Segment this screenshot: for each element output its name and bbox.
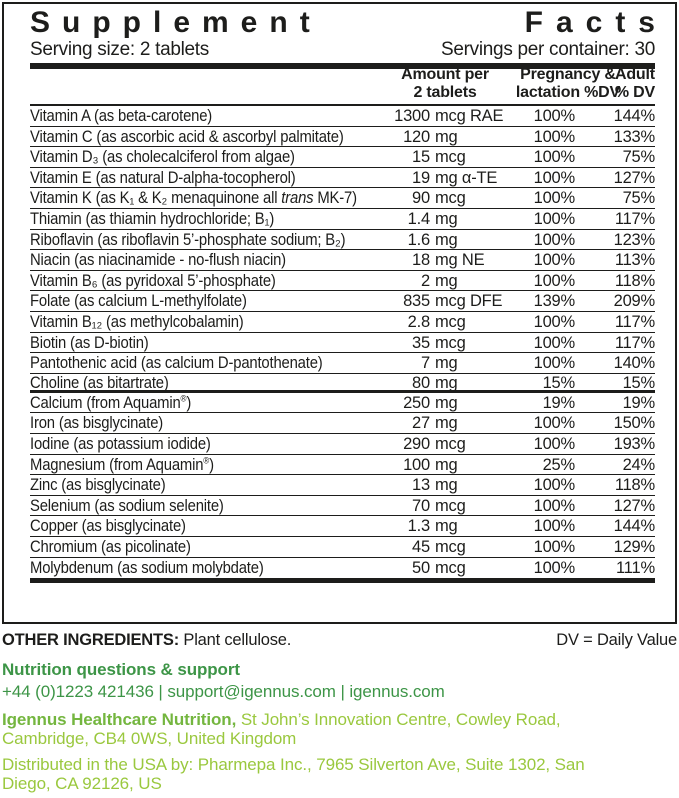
- nutrient-row: [30, 127, 655, 148]
- col-header-pregnancy-dv: [516, 66, 620, 102]
- adult-dv-value: 111%: [616, 558, 655, 577]
- col-header-adult-line2: % DV: [614, 84, 655, 102]
- amount-number: 120: [403, 127, 430, 146]
- adult-dv-value: 133%: [613, 127, 655, 146]
- nutrient-name: Choline (as bitartrate): [30, 373, 169, 392]
- pregnancy-dv-value: 100%: [533, 148, 575, 167]
- amount-unit: mg: [435, 373, 458, 392]
- company-name: Igennus Healthcare Nutrition,: [2, 710, 237, 729]
- pregnancy-dv-value: 100%: [533, 333, 575, 352]
- company-address-rest: St John’s Innovation Centre, Cowley Road, Cambridge, CB4 0WS, United Kingdom: [2, 710, 561, 748]
- thick-divider-bottom: [30, 578, 655, 583]
- amount-unit: mg: [435, 127, 458, 146]
- pregnancy-dv-value: 100%: [533, 496, 575, 515]
- pregnancy-dv-value: 15%: [542, 373, 575, 392]
- nutrient-row: [30, 209, 655, 230]
- amount-unit: mcg: [435, 148, 466, 167]
- nutrient-name: Iodine (as potassium iodide): [30, 435, 211, 453]
- nutrient-name: Zinc (as bisglycinate): [30, 476, 166, 495]
- adult-dv-value: 127%: [613, 168, 655, 187]
- amount-number: 18: [412, 251, 430, 270]
- amount-unit: mg: [435, 354, 458, 373]
- amount-unit: mcg DFE: [435, 292, 503, 311]
- supplement-facts-panel: [2, 2, 677, 624]
- pregnancy-dv-value: 100%: [533, 354, 575, 373]
- amount-number: 45: [412, 537, 430, 556]
- pregnancy-dv-value: 100%: [533, 312, 575, 331]
- amount-unit: mcg RAE: [435, 107, 504, 125]
- amount-unit: mcg: [435, 189, 466, 208]
- serving-info-row: [30, 40, 655, 61]
- nutrient-row: [30, 496, 655, 517]
- pregnancy-dv-value: 100%: [533, 435, 575, 453]
- nutrient-name: Vitamin A (as beta-carotene): [30, 107, 213, 125]
- nutrient-name: Vitamin D₃ (as cholecalciferol from algae): [30, 148, 295, 167]
- amount-unit: mg: [435, 455, 458, 474]
- nutrient-name: Vitamin C (as ascorbic acid & ascorbyl palmitate): [30, 127, 344, 146]
- pregnancy-dv-value: 100%: [533, 168, 575, 187]
- nutrient-row: [30, 475, 655, 496]
- nutrient-row: [30, 393, 655, 414]
- col-header-adult-dv: [615, 66, 655, 102]
- amount-unit: mg: [435, 414, 458, 433]
- other-ingredients-row: [2, 631, 677, 650]
- amount-number: 7: [421, 354, 430, 373]
- nutrient-row: [30, 333, 655, 354]
- adult-dv-value: 127%: [613, 496, 655, 515]
- nutrient-row: [30, 230, 655, 251]
- amount-unit: mcg: [435, 537, 466, 556]
- nutrient-row: [30, 250, 655, 271]
- amount-unit: mcg: [435, 312, 466, 331]
- adult-dv-value: 24%: [622, 455, 655, 474]
- title-word-supplement: Supplement: [30, 6, 322, 39]
- pregnancy-dv-value: 139%: [533, 292, 575, 311]
- nutrient-name: Vitamin B₆ (as pyridoxal 5’-phosphate): [30, 271, 276, 290]
- adult-dv-value: 75%: [622, 189, 655, 208]
- nutrient-rows: [30, 106, 655, 578]
- pregnancy-dv-value: 100%: [533, 558, 575, 577]
- nutrient-name: Magnesium (from Aquamin®): [30, 455, 214, 474]
- nutrient-row: [30, 374, 655, 393]
- nutrient-row: [30, 188, 655, 209]
- amount-number: 1.6: [407, 230, 430, 249]
- col-header-amount-line2: 2 tablets: [413, 84, 477, 102]
- amount-number: 70: [412, 496, 430, 515]
- col-header-pregnancy-line2: lactation %DV: [515, 84, 620, 102]
- amount-number: 250: [403, 393, 430, 412]
- nutrient-row: [30, 558, 655, 579]
- adult-dv-value: 193%: [613, 435, 655, 453]
- nutrient-name: Calcium (from Aquamin®): [30, 393, 192, 412]
- amount-unit: mg α-TE: [435, 168, 498, 187]
- adult-dv-value: 123%: [613, 230, 655, 249]
- nutrient-name: Biotin (as D-biotin): [30, 333, 149, 352]
- nutrient-row: [30, 537, 655, 558]
- pregnancy-dv-value: 100%: [533, 251, 575, 270]
- support-heading: Nutrition questions & support: [2, 660, 240, 679]
- nutrient-row: [30, 291, 655, 312]
- amount-unit: mcg: [435, 435, 466, 453]
- pregnancy-dv-value: 100%: [533, 476, 575, 495]
- nutrient-name: Folate (as calcium L-methylfolate): [30, 292, 247, 311]
- amount-number: 1.4: [407, 209, 430, 228]
- other-ingredients-value: Plant cellulose.: [183, 631, 292, 649]
- pregnancy-dv-value: 100%: [533, 230, 575, 249]
- nutrient-name: Molybdenum (as sodium molybdate): [30, 558, 264, 577]
- pregnancy-dv-value: 100%: [533, 209, 575, 228]
- nutrient-row: [30, 413, 655, 434]
- adult-dv-value: 118%: [614, 271, 655, 290]
- nutrient-row: [30, 434, 655, 455]
- col-header-adult-line1: Adult: [615, 66, 655, 84]
- pregnancy-dv-value: 100%: [533, 107, 575, 125]
- amount-number: 100: [403, 455, 430, 474]
- adult-dv-value: 117%: [614, 209, 655, 228]
- nutrient-name: Copper (as bisglycinate): [30, 517, 186, 536]
- pregnancy-dv-value: 100%: [533, 127, 575, 146]
- col-header-amount-line1: Amount per: [401, 66, 489, 84]
- amount-unit: mg: [435, 209, 458, 228]
- amount-unit: mg NE: [435, 251, 485, 270]
- nutrient-row: [30, 455, 655, 476]
- amount-number: 1.3: [407, 517, 430, 536]
- amount-number: 80: [412, 373, 430, 392]
- amount-unit: mcg: [435, 496, 466, 515]
- amount-unit: mg: [435, 476, 458, 495]
- nutrient-name: Riboflavin (as riboflavin 5’-phosphate sodium; B₂): [30, 230, 346, 249]
- adult-dv-value: 19%: [622, 393, 655, 412]
- adult-dv-value: 140%: [613, 354, 655, 373]
- title-word-facts: Facts: [524, 6, 668, 39]
- amount-number: 290: [403, 435, 430, 453]
- adult-dv-value: 118%: [614, 476, 655, 495]
- amount-number: 35: [412, 333, 430, 352]
- distributor-address: Distributed in the USA by: Pharmepa Inc., 7965 Silverton Ave, Suite 1302, San Diego, CA 92126, US: [2, 755, 585, 793]
- dv-note: DV = Daily Value: [556, 631, 677, 649]
- adult-dv-value: 15%: [622, 373, 655, 392]
- pregnancy-dv-value: 25%: [542, 455, 575, 474]
- pregnancy-dv-value: 100%: [533, 414, 575, 433]
- nutrient-name: Iron (as bisglycinate): [30, 414, 164, 433]
- amount-number: 13: [412, 476, 430, 495]
- amount-unit: mg: [435, 271, 458, 290]
- panel-title: [30, 6, 668, 40]
- nutrient-name: Pantothenic acid (as calcium D-pantothenate): [30, 354, 323, 373]
- pregnancy-dv-value: 100%: [533, 271, 575, 290]
- nutrient-name: Vitamin K (as K₁ & K₂ menaquinone all trans MK-7): [30, 189, 357, 208]
- company-address: [2, 711, 610, 748]
- servings-per-container-text: Servings per container: 30: [441, 39, 655, 60]
- col-header-amount: [360, 66, 530, 102]
- amount-unit: mcg: [435, 333, 466, 352]
- nutrient-name: Vitamin B₁₂ (as methylcobalamin): [30, 312, 244, 331]
- amount-unit: mg: [435, 517, 458, 536]
- adult-dv-value: 129%: [613, 537, 655, 556]
- nutrient-name: Selenium (as sodium selenite): [30, 496, 224, 515]
- adult-dv-value: 150%: [613, 414, 655, 433]
- nutrient-row: [30, 271, 655, 292]
- nutrient-row: [30, 312, 655, 333]
- amount-number: 15: [412, 148, 430, 167]
- amount-number: 19: [412, 168, 430, 187]
- contact-footer: [2, 661, 677, 793]
- nutrient-row: [30, 147, 655, 168]
- col-header-pregnancy-line1: Pregnancy &: [520, 66, 616, 84]
- amount-number: 2.8: [407, 312, 430, 331]
- amount-number: 27: [412, 414, 430, 433]
- amount-unit: mg: [435, 230, 458, 249]
- adult-dv-value: 144%: [613, 517, 655, 536]
- serving-size-text: Serving size: 2 tablets: [30, 39, 209, 60]
- amount-number: 2: [421, 271, 430, 290]
- pregnancy-dv-value: 100%: [533, 189, 575, 208]
- amount-number: 835: [403, 292, 430, 311]
- pregnancy-dv-value: 19%: [542, 393, 575, 412]
- adult-dv-value: 75%: [622, 148, 655, 167]
- pregnancy-dv-value: 100%: [533, 537, 575, 556]
- pregnancy-dv-value: 100%: [533, 517, 575, 536]
- amount-unit: mcg: [435, 558, 466, 577]
- other-ingredients-label: OTHER INGREDIENTS:: [2, 631, 179, 649]
- nutrient-name: Niacin (as niacinamide - no-flush niacin): [30, 251, 286, 270]
- amount-number: 1300: [394, 107, 430, 125]
- nutrient-row: [30, 168, 655, 189]
- nutrient-row: [30, 353, 655, 374]
- amount-unit: mg: [435, 393, 458, 412]
- adult-dv-value: 209%: [613, 292, 655, 311]
- nutrient-row: [30, 516, 655, 537]
- nutrient-name: Chromium (as picolinate): [30, 537, 191, 556]
- adult-dv-value: 113%: [614, 251, 655, 270]
- adult-dv-value: 117%: [614, 312, 655, 331]
- nutrient-row: [30, 106, 655, 127]
- amount-number: 90: [412, 189, 430, 208]
- nutrient-name: Vitamin E (as natural D-alpha-tocopherol): [30, 168, 296, 187]
- amount-number: 50: [412, 558, 430, 577]
- other-ingredients-text: [2, 631, 291, 650]
- column-header-row: [30, 66, 655, 106]
- adult-dv-value: 144%: [613, 107, 655, 125]
- nutrient-name: Thiamin (as thiamin hydrochloride; B₁): [30, 209, 275, 228]
- contact-line: +44 (0)1223 421436 | support@igennus.com | igennus.com: [2, 681, 445, 701]
- adult-dv-value: 117%: [614, 333, 655, 352]
